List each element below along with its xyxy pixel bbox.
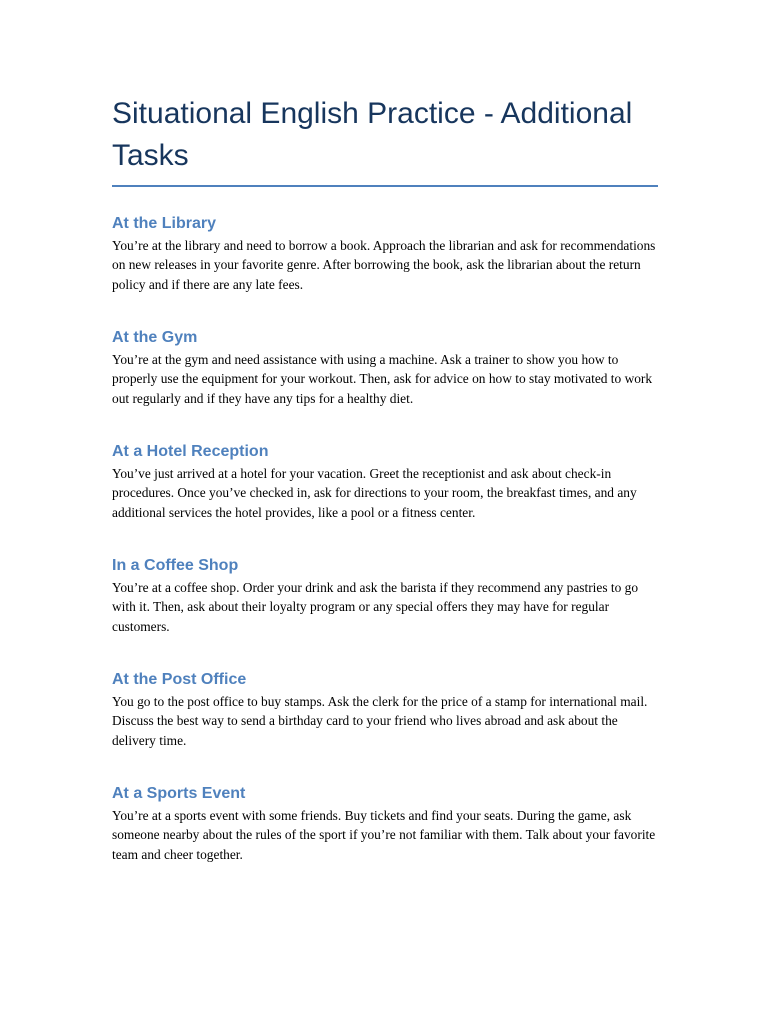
section-heading: In a Coffee Shop: [112, 557, 239, 574]
section-heading: At a Sports Event: [112, 785, 246, 802]
section-heading: At the Gym: [112, 329, 198, 346]
section-body: You go to the post office to buy stamps. Ask the clerk for the price of a stamp for international mail. Discuss the best way to send a birthday card to your friend who lives abroad and ask about the delivery time.: [112, 694, 648, 748]
section-body: You’re at a sports event with some friends. Buy tickets and find your seats. During the game, ask someone nearby about the rules of the sport if you’re not familiar with them. Talk about your favorite team and cheer together.: [112, 808, 656, 862]
section-body: You’ve just arrived at a hotel for your vacation. Greet the receptionist and ask about check-in procedures. Once you’ve checked in, ask for directions to your room, the breakfast times, and any additional services the hotel provides, like a pool or a fitness center.: [112, 466, 637, 520]
section-gym: [112, 327, 658, 408]
section-heading: At the Post Office: [112, 671, 247, 688]
section-library: [112, 213, 658, 294]
section-hotel-reception: [112, 441, 658, 522]
section-sports-event: [112, 783, 658, 864]
section-body: You’re at the library and need to borrow a book. Approach the librarian and ask for recommendations on new releases in your favorite genre. After borrowing the book, ask the librarian about the return policy and if there are any late fees.: [112, 238, 656, 292]
section-body: You’re at the gym and need assistance with using a machine. Ask a trainer to show you how to properly use the equipment for your workout. Then, ask for advice on how to stay motivated to work out regularly and if they have any tips for a healthy diet.: [112, 352, 653, 406]
section-heading: At a Hotel Reception: [112, 443, 269, 460]
section-heading: At the Library: [112, 215, 217, 232]
section-coffee-shop: [112, 555, 658, 636]
section-post-office: [112, 669, 658, 750]
section-body: You’re at a coffee shop. Order your drink and ask the barista if they recommend any pastries to go with it. Then, ask about their loyalty program or any special offers they may have for regular customers.: [112, 580, 639, 634]
document-page: [112, 93, 658, 862]
page-title: Situational English Practice - Additional Tasks: [112, 93, 658, 187]
